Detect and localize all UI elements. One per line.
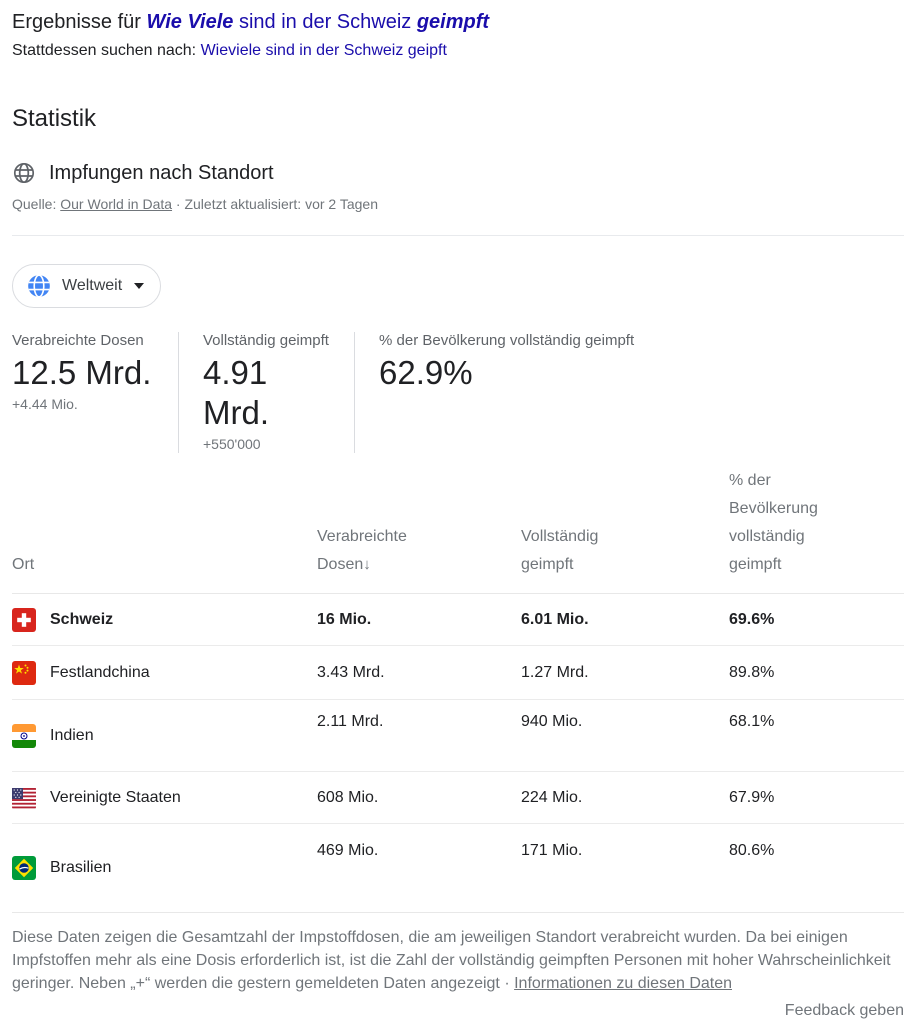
chevron-down-icon — [134, 283, 144, 289]
data-disclaimer — [12, 913, 904, 995]
percent-value: 68.1% — [729, 713, 775, 730]
stat-fully-delta: +550'000 — [203, 436, 261, 452]
stat-fully-value: 4.91 Mrd. — [203, 354, 269, 431]
location-name: Vereinigte Staaten — [50, 788, 181, 806]
stat-percent-value: 62.9% — [379, 354, 473, 391]
search-instead-link[interactable]: Wieviele sind in der Schweiz geipft — [200, 42, 447, 59]
table-header-row — [12, 467, 904, 594]
usa-flag-icon — [12, 786, 36, 810]
section-divider — [12, 235, 904, 236]
table-row-festlandchina — [12, 646, 904, 700]
disclaimer-separator: · — [499, 975, 515, 992]
stat-doses — [12, 332, 178, 453]
stat-doses-value: 12.5 Mrd. — [12, 354, 152, 391]
location-name: Indien — [50, 726, 94, 744]
switzerland-flag-icon — [12, 608, 36, 632]
table-row-brasilien — [12, 824, 904, 912]
stat-doses-label: Verabreichte Dosen — [12, 332, 144, 349]
doses-value: 469 Mio. — [317, 842, 379, 859]
feedback-row — [12, 1002, 904, 1020]
percent-value: 80.6% — [729, 842, 775, 859]
table-row-indien — [12, 700, 904, 772]
column-header-percent[interactable]: % der Bevölkerung vollständig geimpft — [729, 472, 818, 573]
source-label: Quelle: — [12, 196, 61, 212]
location-name: Brasilien — [50, 859, 112, 876]
source-updated: · Zuletzt aktualisiert: vor 2 Tagen — [172, 196, 378, 212]
location-name: Festlandchina — [50, 663, 150, 681]
fully-value: 940 Mio. — [521, 713, 583, 730]
disclaimer-text: Diese Daten zeigen die Gesamtzahl der Impstoffdosen, die am jeweiligen Standort verabreicht wurden. Da bei einigen Impfstoffen mehr als eine Dosis erforderlich ist, ist die Zahl der vollständig geimpften Personen mit hoher Wahrscheinlichkeit geringer. Neben „+“ werden die gestern gemeldeten Daten angezeigt — [12, 929, 891, 992]
china-flag-icon — [12, 661, 36, 685]
column-header-doses[interactable]: Verabreichte Dosen↓ — [317, 528, 407, 573]
search-instead-label: Stattdessen suchen nach: — [12, 42, 201, 59]
data-info-link[interactable]: Informationen zu diesen Daten — [514, 975, 733, 992]
query-term-emphasis-2: geimpft — [416, 11, 490, 33]
region-selector-button[interactable] — [12, 264, 161, 308]
region-selector-label: Weltweit — [62, 277, 123, 294]
results-for-prefix: Ergebnisse für — [12, 11, 147, 33]
summary-stats — [12, 332, 904, 453]
brazil-flag-icon — [12, 856, 36, 880]
india-flag-icon — [12, 724, 36, 748]
vaccinations-table — [12, 467, 904, 912]
results-for-line — [12, 10, 904, 34]
location-cell — [12, 724, 317, 748]
doses-value: 608 Mio. — [317, 788, 379, 806]
query-term-emphasis-1: Wie Viele — [146, 11, 234, 33]
column-header-location[interactable]: Ort — [12, 556, 35, 573]
card-title: Impfungen nach Standort — [49, 161, 274, 184]
stat-fully-label: Vollständig geimpft — [203, 332, 329, 349]
doses-value: 16 Mio. — [317, 610, 372, 628]
stat-percent-delta — [379, 396, 634, 413]
statistics-section-title: Statistik — [12, 105, 97, 132]
search-instead-line — [12, 41, 904, 61]
location-cell — [12, 661, 317, 685]
stat-percent-population — [354, 332, 656, 453]
percent-value: 67.9% — [729, 788, 775, 806]
query-term-middle: sind in der Schweiz — [233, 11, 417, 33]
doses-value: 3.43 Mrd. — [317, 663, 385, 681]
fully-value: 171 Mio. — [521, 842, 583, 859]
column-header-fully-vaccinated[interactable]: Vollständig geimpft — [521, 528, 599, 573]
globe-blue-icon — [26, 273, 52, 299]
stat-percent-label: % der Bevölkerung vollständig geimpft — [379, 332, 635, 349]
sort-descending-icon: ↓ — [363, 556, 371, 573]
percent-value: 69.6% — [729, 610, 775, 628]
fully-value: 1.27 Mrd. — [521, 663, 589, 681]
source-link[interactable]: Our World in Data — [60, 196, 173, 212]
source-line — [12, 196, 904, 212]
location-cell — [12, 856, 317, 880]
table-row-vereinigte-staaten — [12, 772, 904, 824]
fully-value: 224 Mio. — [521, 788, 583, 806]
location-cell — [12, 608, 317, 632]
table-row-schweiz — [12, 594, 904, 646]
percent-value: 89.8% — [729, 663, 775, 681]
feedback-link[interactable]: Feedback geben — [784, 1002, 904, 1019]
fully-value: 6.01 Mio. — [521, 610, 589, 628]
doses-value: 2.11 Mrd. — [317, 713, 384, 730]
globe-icon — [12, 161, 36, 185]
stat-doses-delta: +4.44 Mio. — [12, 396, 78, 412]
stat-fully-vaccinated — [178, 332, 354, 453]
location-name: Schweiz — [50, 610, 114, 628]
location-cell — [12, 786, 317, 810]
